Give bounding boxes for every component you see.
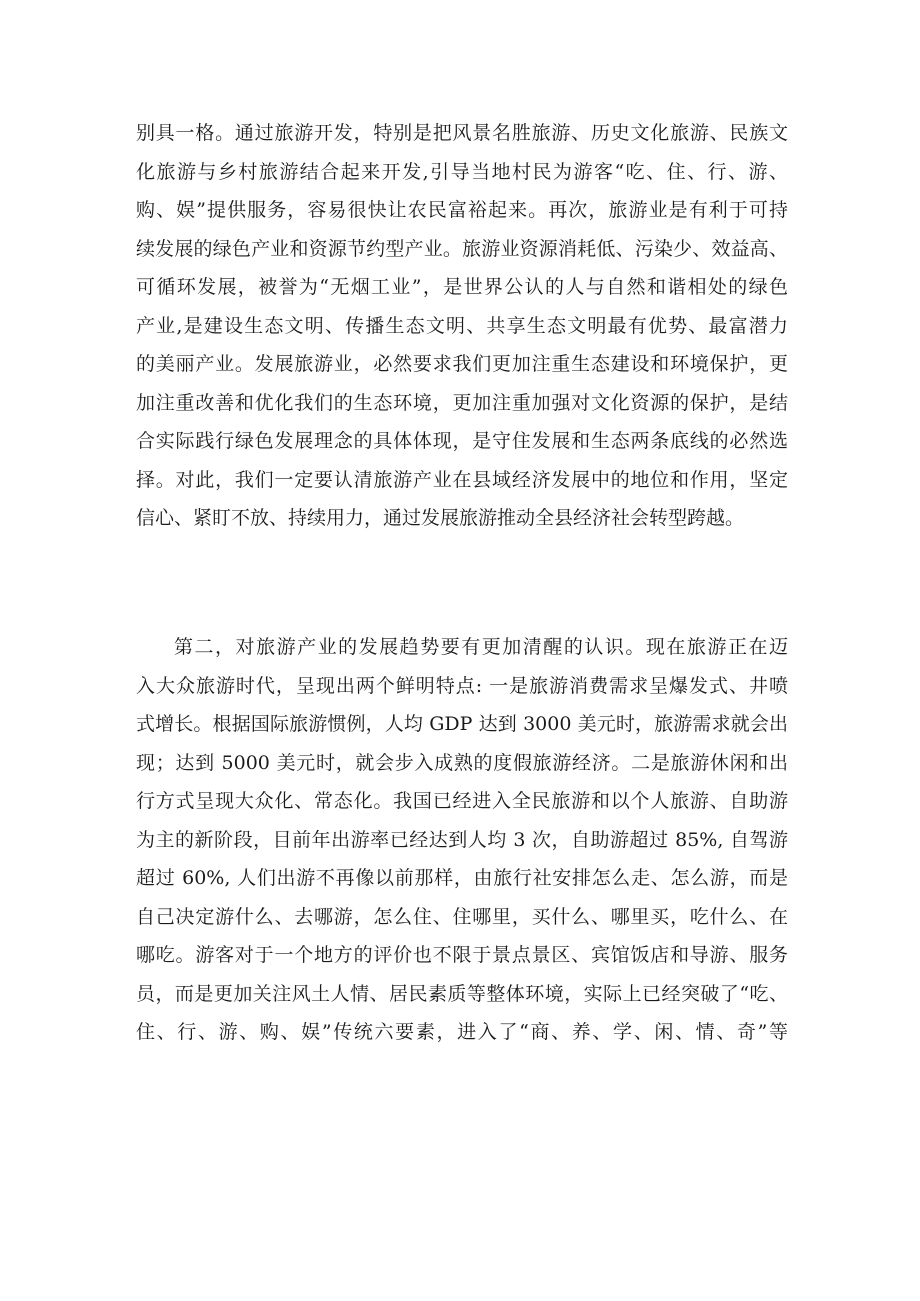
text-line: 可循环发展，被誉为“无烟工业”，是世界公认的人与自然和谐相处的绿色 [136, 276, 788, 298]
text-line: 信心、紧盯不放、持续用力，通过发展旅游推动全县经济社会转型跨越。 [136, 507, 745, 529]
text-line: 入大众旅游时代，呈现出两个鲜明特点: 一是旅游消费需求呈爆发式、井喷 [136, 674, 788, 697]
text-line: 现；达到 5000 美元时，就会步入成熟的度假旅游经济。二是旅游休闲和出 [136, 751, 788, 774]
text-line: 员，而是更加关注风土人情、居民素质等整体环境，实际上已经突破了“吃、 [136, 982, 788, 1005]
paragraph-tourism-trends [136, 628, 788, 1052]
text-line: 行方式呈现大众化、常态化。我国已经进入全民旅游和以个人旅游、自助游 [136, 790, 788, 812]
text-line: 式增长。根据国际旅游惯例，人均 GDP 达到 3000 美元时，旅游需求就会出 [136, 713, 788, 735]
text-line: 购、娱”提供服务，容易很快让农民富裕起来。再次，旅游业是有利于可持 [136, 199, 788, 221]
text-line: 合实际践行绿色发展理念的具体体现，是守住发展和生态两条底线的必然选 [136, 430, 788, 452]
text-line: 的美丽产业。发展旅游业，必然要求我们更加注重生态建设和环境保护，更 [136, 353, 788, 375]
text-line: 第二，对旅游产业的发展趋势要有更加清醒的认识。现在旅游正在迈 [174, 636, 788, 658]
paragraph-tourism-benefits [136, 114, 788, 538]
text-line: 超过 60%, 人们出游不再像以前那样，由旅行社安排怎么走、怎么游，而是 [136, 867, 788, 889]
text-line: 自己决定游什么、去哪游，怎么住、住哪里，买什么、哪里买，吃什么、在 [136, 905, 788, 928]
text-line: 住、行、游、购、娱”传统六要素，进入了“商、养、学、闲、情、奇”等 [136, 1021, 788, 1043]
text-line: 加注重改善和优化我们的生态环境，更加注重加强对文化资源的保护，是结 [136, 391, 788, 414]
text-line: 择。对此，我们一定要认清旅游产业在县域经济发展中的地位和作用，坚定 [136, 468, 788, 491]
text-line: 产业,是建设生态文明、传播生态文明、共享生态文明最有优势、最富潜力 [136, 314, 788, 337]
text-line: 别具一格。通过旅游开发，特别是把风景名胜旅游、历史文化旅游、民族文 [136, 122, 788, 144]
text-line: 哪吃。游客对于一个地方的评价也不限于景点景区、宾馆饭店和导游、服务 [136, 944, 788, 966]
text-line: 化旅游与乡村旅游结合起来开发,引导当地村民为游客“吃、住、行、游、 [136, 160, 788, 183]
text-line: 续发展的绿色产业和资源节约型产业。旅游业资源消耗低、污染少、效益高、 [136, 237, 788, 260]
text-line: 为主的新阶段，目前年出游率已经达到人均 3 次，自助游超过 85%, 自驾游 [136, 828, 788, 851]
